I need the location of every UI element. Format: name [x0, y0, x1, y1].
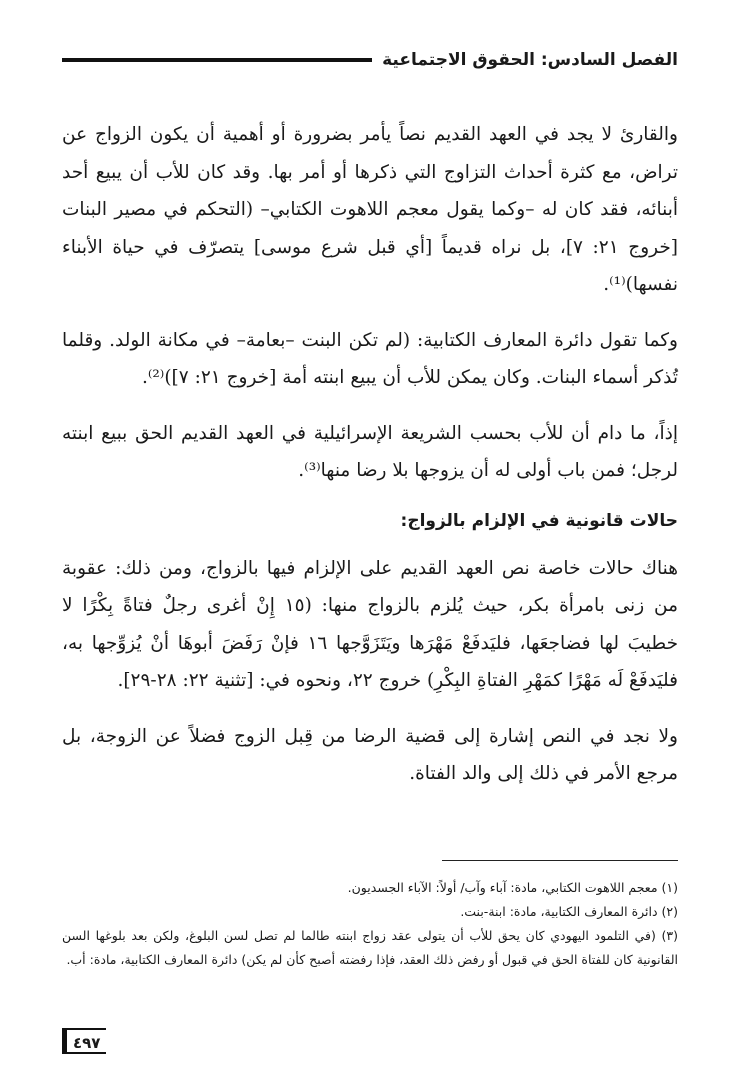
main-text: [62, 116, 678, 793]
footnote-1: (١) معجم اللاهوت الكتابي، مادة: آباء وآب/ أولاً: الآباء الجسديون.: [347, 880, 678, 895]
paragraph-1: والقارئ لا يجد في العهد القديم نصاً يأمر بضرورة أو أهمية أن يكون الزواج عن تراض، مع كثرة أحداث التزاوج التي ذكرها أو أمر بها. وقد كان للأب أن يبيع أحد أبنائه، فقد كان له –وكما يقول معجم اللاهوت الكتابي– (التحكم في مصير البنات [خروج ٢١: ٧]، بل نراه قديماً [أي قبل شرع موسى] يتصرّف في حياة الأبناء نفسها)⁽¹⁾.: [62, 124, 678, 295]
footnote-2: (٢) دائرة المعارف الكتابية، مادة: ابنة-بنت.: [460, 904, 678, 919]
section-heading: حالات قانونية في الإلزام بالزواج:: [400, 510, 678, 531]
running-header: [62, 46, 678, 74]
paragraph-4: هناك حالات خاصة نص العهد القديم على الإلزام فيها بالزواج، ومن ذلك: عقوبة من زنى بامرأة بكر، حيث يُلزم بالزواج منها: (١٥ إِنْ أغرى رجلٌ فتاةً بِكْرًا لا خطيبَ لها فضاجعَها، فليَدفَعْ مَهْرَها ويَتَزَوَّجها ١٦ فإنْ رَفَضَ أبوهَا أنْ يُزوِّجها به، فليَدفَعْ لَه مَهْرًا كمَهْرِ الفتاةِ البِكْرِ) خروج ٢٢، ونحوه في: [تثنية ٢٢: ٢٨-٢٩].: [62, 557, 679, 691]
chapter-title: الفصل السادس: الحقوق الاجتماعية: [382, 50, 678, 70]
page-number: [62, 1028, 106, 1054]
page-number-bar: [62, 1028, 67, 1054]
page-number-text: ٤٩٧: [67, 1028, 106, 1054]
paragraph-5: ولا نجد في النص إشارة إلى قضية الرضا من قِبل الزوج فضلاً عن الزوجة، بل مرجع الأمر في ذلك إلى والد الفتاة.: [62, 725, 678, 784]
book-page: [62, 38, 678, 1068]
paragraph-2: وكما تقول دائرة المعارف الكتابية: (لم تكن البنت –بعامة– في مكانة الولد. وقلما تُذكر أسماء البنات. وكان يمكن للأب أن يبيع ابنته أمة [خروج ٢١: ٧])⁽²⁾.: [62, 329, 678, 388]
paragraph-3: إذاً، ما دام أن للأب بحسب الشريعة الإسرائيلية في العهد القديم الحق ببيع ابنته لرجل؛ فمن باب أولى له أن يزوجها بلا رضا منها⁽³⁾.: [62, 422, 678, 481]
footnote-separator: [442, 860, 678, 861]
footnote-3: (٣) (في التلمود اليهودي كان يحق للأب أن يتولى عقد زواج ابنته طالما لم تصل لسن البلوغ، ولكن بعد بلوغها السن القانونية كان للفتاة الحق في قبول أو رفض ذلك العقد، فإذا رفضته أصبح كأن لم يكن) دائرة المعارف الكتابية، مادة: أب.: [62, 928, 678, 967]
footnotes: [62, 876, 678, 972]
header-rule: [62, 58, 372, 62]
